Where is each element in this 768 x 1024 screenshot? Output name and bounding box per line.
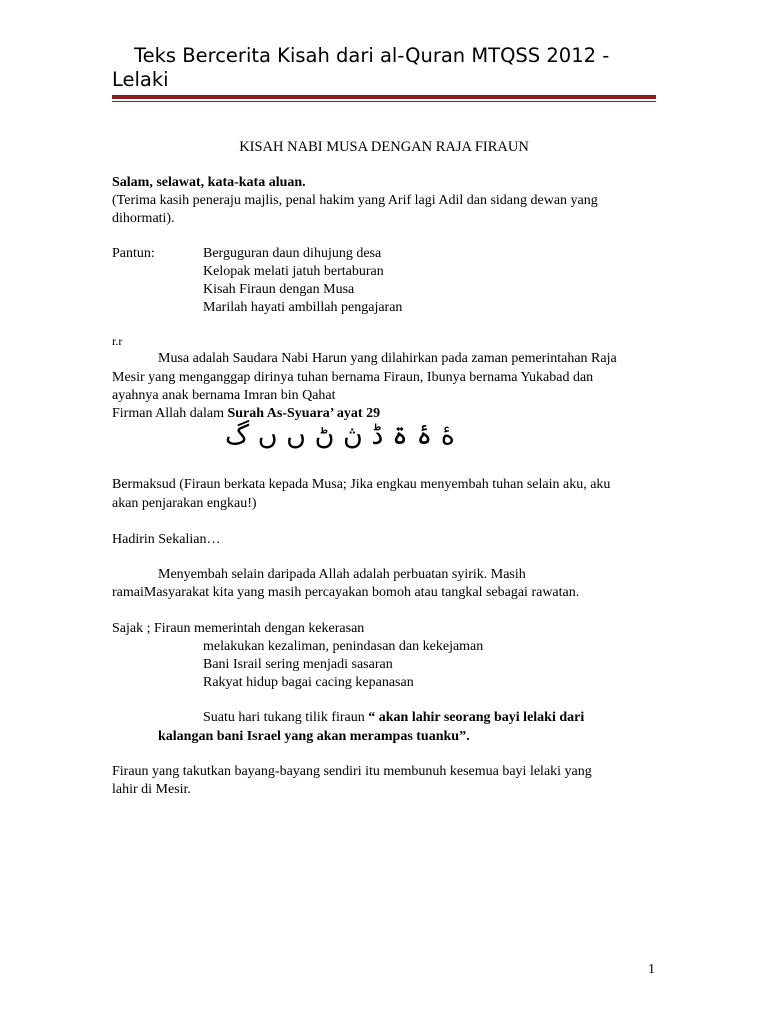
- pantun-line: Marilah hayati ambillah pengajaran: [203, 300, 403, 315]
- header-title-line2: Lelaki: [112, 68, 169, 91]
- page-number: 1: [648, 962, 655, 977]
- bermaksud-line-2: akan penjarakan engkau!): [112, 496, 257, 511]
- stray-mark: r.r: [112, 334, 123, 348]
- pantun-line: Berguguran daun dihujung desa: [203, 246, 382, 261]
- para2-line-1: Menyembah selain daripada Allah adalah perbuatan syirik. Masih: [158, 567, 526, 582]
- pantun-line: Kisah Firaun dengan Musa: [203, 282, 355, 297]
- para1-line-1: Musa adalah Saudara Nabi Harun yang dilahirkan pada zaman pemerintahan Raja: [158, 351, 617, 366]
- arabic-verse: ۀ ۂ ۃ ڈ ڽ ڻ ں ں گ: [225, 420, 455, 451]
- hadirin-line: Hadirin Sekalian…: [112, 532, 221, 547]
- pantun-line: Kelopak melati jatuh bertaburan: [203, 264, 384, 279]
- pantun-label: Pantun:: [112, 246, 155, 261]
- sajak-line-1: Sajak ; Firaun memerintah dengan kekerasan: [112, 621, 365, 636]
- para4-line-1: Firaun yang takutkan bayang-bayang sendiri itu membunuh kesemua bayi lelaki yang: [112, 764, 592, 779]
- document-title: KISAH NABI MUSA DENGAN RAJA FIRAUN: [239, 139, 529, 155]
- sajak-line: Rakyat hidup bagai cacing kepanasan: [203, 675, 414, 690]
- greeting-line-1: (Terima kasih peneraju majlis, penal hakim yang Arif lagi Adil dan sidang dewan yang: [112, 193, 598, 208]
- header-rule-thick: [112, 95, 656, 99]
- para3-quote-start: “ akan lahir seorang bayi lelaki dari: [368, 710, 585, 725]
- bermaksud-line-1: Bermaksud (Firaun berkata kepada Musa; Jika engkau menyembah tuhan selain aku, aku: [112, 477, 611, 492]
- sajak-line: Bani Israil sering menjadi sasaran: [203, 657, 393, 672]
- para3-quote-end: kalangan bani Israel yang akan merampas tuanku”.: [158, 729, 470, 744]
- page-header: [112, 44, 657, 92]
- para3-line-1: [158, 710, 656, 726]
- para1-line-3: ayahnya anak bernama Imran bin Qahat: [112, 388, 336, 403]
- sajak-line: melakukan kezaliman, penindasan dan kekejaman: [203, 639, 484, 654]
- surah-reference: Surah As-Syuara’ ayat 29: [227, 406, 381, 421]
- header-title-line1: Teks Bercerita Kisah dari al-Quran MTQSS 2012 -: [134, 44, 610, 67]
- greeting-heading: Salam, selawat, kata-kata aluan.: [112, 175, 306, 190]
- para1-line-2: Mesir yang menganggap dirinya tuhan bernama Firaun, Ibunya bernama Yukabad dan: [112, 370, 594, 385]
- greeting-line-2: dihormati).: [112, 211, 175, 226]
- para4-line-2: lahir di Mesir.: [112, 782, 191, 797]
- para2-line-2: ramaiMasyarakat kita yang masih percayakan bomoh atau tangkal sebagai rawatan.: [112, 585, 580, 600]
- para3-prefix: Suatu hari tukang tilik firaun: [203, 710, 369, 725]
- header-rule-thin: [112, 101, 656, 102]
- firman-prefix: Firman Allah dalam: [112, 406, 228, 421]
